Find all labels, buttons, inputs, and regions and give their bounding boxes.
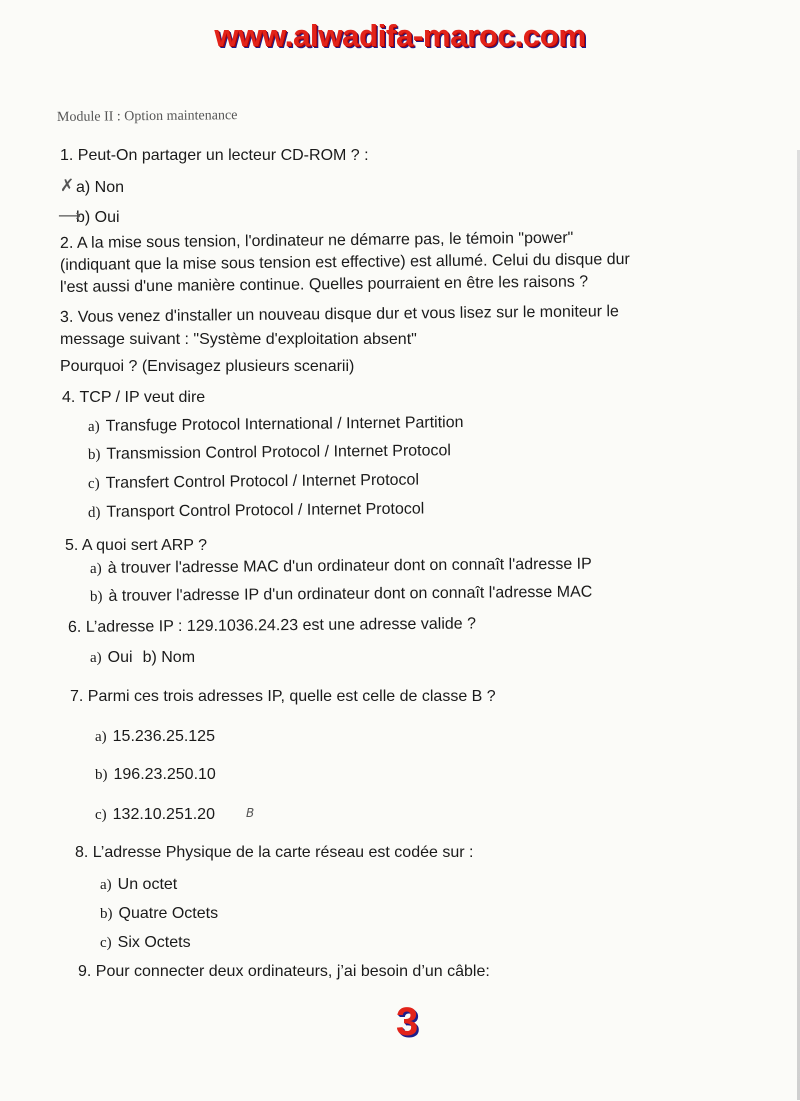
question-2-line-2: (indiquant que la mise sous tension est effective) est allumé. Celui du disque dur [59, 251, 630, 274]
q7-option-c: c) 132.10.251.20 [95, 806, 215, 823]
q5-option-a: a) à trouver l'adresse MAC d'un ordinateur dont on connaît l'adresse IP [89, 555, 592, 577]
module-title: Module II : Option maintenance [56, 108, 238, 125]
question-2-line-1: 2. A la mise sous tension, l'ordinateur ne démarre pas, le témoin "power" [59, 229, 574, 252]
question-8: 8. L’adresse Physique de la carte réseau est codée sur : [75, 844, 474, 861]
q4-option-a: a) Transfuge Protocol International / Internet Partition [87, 414, 464, 435]
question-4: 4. TCP / IP veut dire [62, 389, 206, 406]
question-1: 1. Peut-On partager un lecteur CD-ROM ? : [60, 147, 369, 164]
handwritten-arrow-icon: ⟶ [58, 206, 81, 225]
page-number: 3 [396, 1000, 419, 1044]
question-6: 6. L’adresse IP : 129.1036.24.23 est une adresse valide ? [67, 615, 477, 636]
q7-option-a: a) 15.236.25.125 [95, 728, 215, 745]
question-2-line-3: l'est aussi d'une manière continue. Quelles pourraient en être les raisons ? [59, 273, 589, 296]
q4-option-d: d) Transport Control Protocol / Internet Protocol [87, 500, 425, 521]
q1-option-b: b) Oui [76, 209, 120, 226]
q5-option-b: b) à trouver l'adresse IP d'un ordinateur dont on connaît l'adresse MAC [89, 583, 593, 605]
question-3-line-3: Pourquoi ? (Envisagez plusieurs scenarii) [60, 358, 355, 375]
question-9: 9. Pour connecter deux ordinateurs, j’ai besoin d’un câble: [78, 963, 490, 980]
watermark-url: www.alwadifa-maroc.com [214, 18, 586, 53]
q8-option-b: b) Quatre Octets [100, 905, 219, 922]
q8-option-a: a) Un octet [100, 876, 178, 893]
q4-option-c: c) Transfert Control Protocol / Internet Protocol [87, 471, 420, 492]
q1-option-a: a) Non [76, 179, 125, 196]
handwritten-cross-mark: ✗ [60, 176, 75, 196]
q6-options: a) Oui b) Nom [90, 649, 196, 666]
question-5: 5. A quoi sert ARP ? [65, 537, 208, 554]
question-7: 7. Parmi ces trois adresses IP, quelle est celle de classe B ? [70, 688, 496, 705]
question-3-line-2: message suivant : "Système d'exploitation absent" [60, 331, 417, 348]
q8-option-c: c) Six Octets [100, 934, 191, 951]
handwritten-annotation: B [246, 806, 255, 820]
question-3-line-1: 3. Vous venez d'installer un nouveau disque dur et vous lisez sur le moniteur le [59, 303, 619, 326]
q4-option-b: b) Transmission Control Protocol / Internet Protocol [87, 442, 452, 463]
q7-option-b: b) 196.23.250.10 [95, 766, 216, 783]
